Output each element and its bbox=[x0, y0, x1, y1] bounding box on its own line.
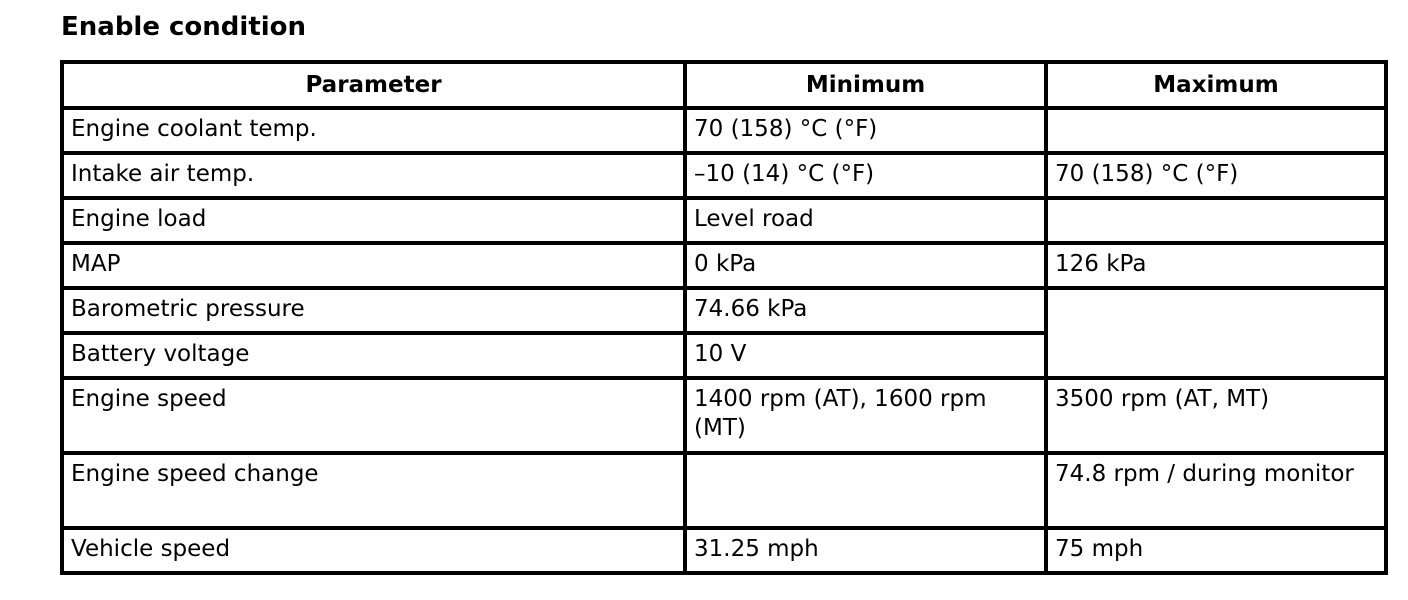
table-row bbox=[62, 288, 1386, 333]
maximum-cell: 3500 rpm (AT, MT) bbox=[1046, 378, 1386, 453]
table-row bbox=[62, 153, 1386, 198]
minimum-cell bbox=[685, 453, 1046, 528]
minimum-cell: –10 (14) °C (°F) bbox=[685, 153, 1046, 198]
maximum-cell bbox=[1046, 288, 1386, 378]
table-row bbox=[62, 243, 1386, 288]
table-row bbox=[62, 108, 1386, 153]
minimum-cell: 1400 rpm (AT), 1600 rpm (MT) bbox=[685, 378, 1046, 453]
maximum-cell: 75 mph bbox=[1046, 528, 1386, 573]
minimum-cell: 10 V bbox=[685, 333, 1046, 378]
minimum-cell: 74.66 kPa bbox=[685, 288, 1046, 333]
parameter-cell: Barometric pressure bbox=[62, 288, 685, 333]
maximum-cell: 74.8 rpm / during monitor bbox=[1046, 453, 1386, 528]
header-minimum: Minimum bbox=[685, 62, 1046, 108]
header-maximum: Maximum bbox=[1046, 62, 1386, 108]
minimum-cell: 31.25 mph bbox=[685, 528, 1046, 573]
parameter-cell: Vehicle speed bbox=[62, 528, 685, 573]
table-row bbox=[62, 198, 1386, 243]
parameter-cell: Engine coolant temp. bbox=[62, 108, 685, 153]
enable-condition-table bbox=[60, 60, 1388, 575]
maximum-cell: 70 (158) °C (°F) bbox=[1046, 153, 1386, 198]
parameter-cell: MAP bbox=[62, 243, 685, 288]
table-row bbox=[62, 378, 1386, 453]
minimum-cell: 70 (158) °C (°F) bbox=[685, 108, 1046, 153]
parameter-cell: Battery voltage bbox=[62, 333, 685, 378]
maximum-cell bbox=[1046, 108, 1386, 153]
parameter-cell: Engine speed change bbox=[62, 453, 685, 528]
minimum-cell: Level road bbox=[685, 198, 1046, 243]
parameter-cell: Intake air temp. bbox=[62, 153, 685, 198]
maximum-cell bbox=[1046, 198, 1386, 243]
header-parameter: Parameter bbox=[62, 62, 685, 108]
section-heading: Enable condition bbox=[61, 12, 307, 42]
parameter-cell: Engine load bbox=[62, 198, 685, 243]
maximum-cell: 126 kPa bbox=[1046, 243, 1386, 288]
table-header-row bbox=[62, 62, 1386, 108]
parameter-cell: Engine speed bbox=[62, 378, 685, 453]
table-row bbox=[62, 528, 1386, 573]
table-row bbox=[62, 453, 1386, 528]
minimum-cell: 0 kPa bbox=[685, 243, 1046, 288]
